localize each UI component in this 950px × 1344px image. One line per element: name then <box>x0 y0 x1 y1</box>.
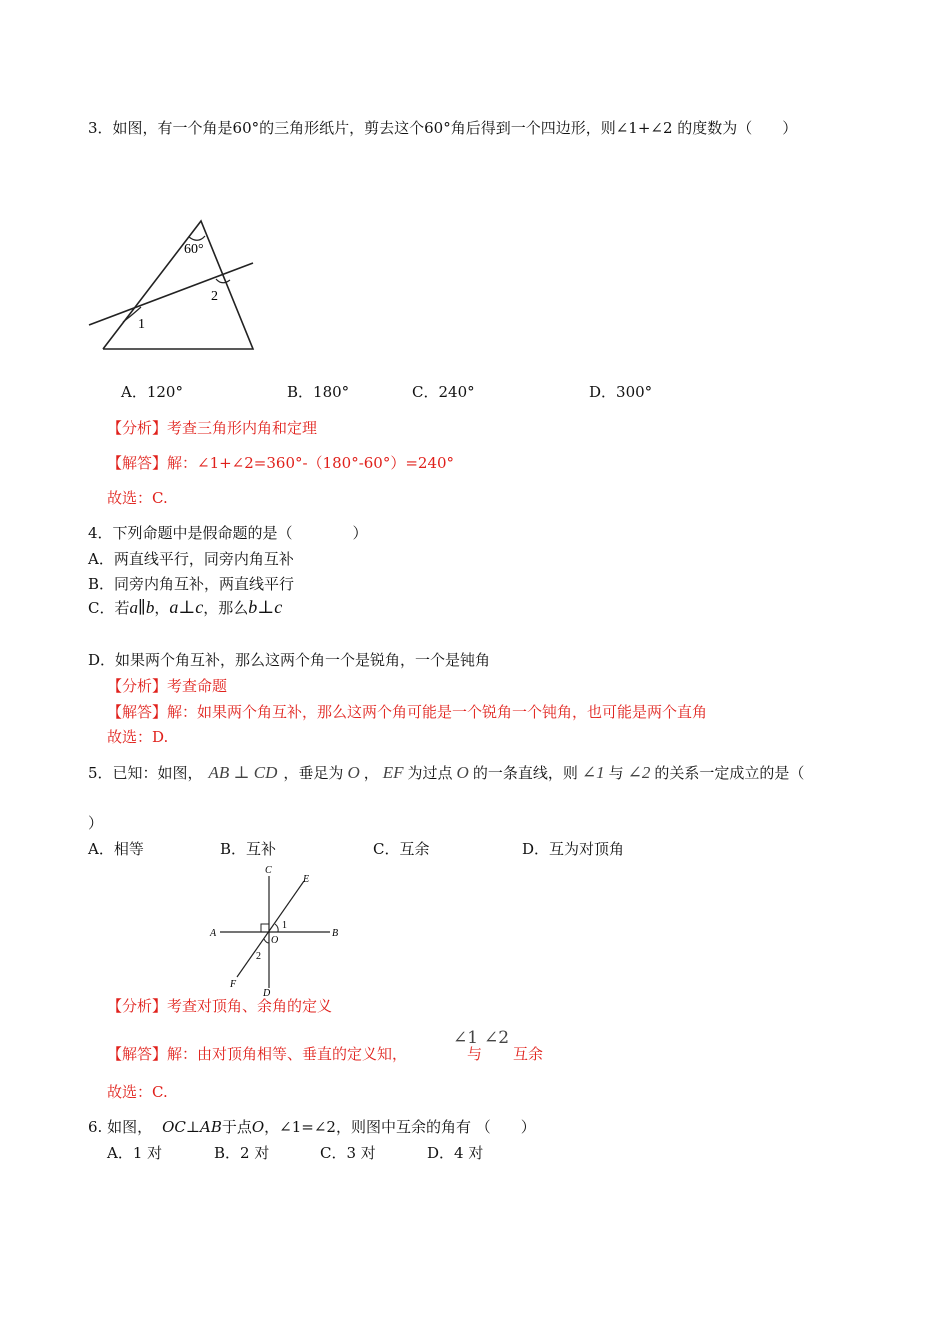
q4-option-c-prefix: C．若 <box>88 599 130 617</box>
q3-stem: 3．如图，有一个角是60°的三角形纸片，剪去这个60°角后得到一个四边形，则∠1+∠2 的度数为（ ） <box>88 119 798 137</box>
q4-option-b: B．同旁内角互补，两直线平行 <box>88 575 295 593</box>
q6-option-c: C．3 对 <box>320 1144 376 1162</box>
q5-stem-part-1: 5．已知：如图， <box>88 764 203 782</box>
q5-stem-part-4: 为过点 <box>407 764 453 782</box>
q5-math-ab-perp-cd: AB ⊥ CD <box>208 763 278 782</box>
q5-math-angle1: ∠1 <box>581 763 605 782</box>
angle-1-arc <box>275 924 278 932</box>
label-f: F <box>230 979 237 990</box>
label-a: A <box>210 928 217 939</box>
q5-math-angle2: ∠2 <box>627 763 651 782</box>
angle-1-label: 1 <box>138 317 145 332</box>
q4-analysis: 【分析】考查命题 <box>107 677 228 695</box>
label-c: C <box>265 865 272 876</box>
q4-option-c-mid: ，那么 <box>203 599 249 617</box>
q6-stem-part-2: 于点 <box>221 1118 252 1136</box>
q4-stem: 4．下列命题中是假命题的是（ ） <box>88 524 368 542</box>
q5-answer-text: 【解答】解：由对顶角相等、垂直的定义知， <box>107 1045 408 1063</box>
q3-option-b: B．180° <box>287 383 350 401</box>
q4-answer: 【解答】解：如果两个角互补，那么这两个角可能是一个锐角一个钝角，也可能是两个直角 <box>107 703 708 721</box>
q6-stem-part-3: ，∠1=∠2，则图中互余的角有 （ ） <box>264 1118 536 1136</box>
q6-math-o: O <box>251 1118 265 1136</box>
q4-option-a: A．两直线平行，同旁内角互补 <box>88 550 294 568</box>
angle-2-label: 2 <box>211 289 218 304</box>
q5-answer-math-angle2: ∠2 <box>484 1028 510 1048</box>
q6-option-b: B．2 对 <box>214 1144 270 1162</box>
q5-option-a: A．相等 <box>88 840 144 858</box>
q6-math-perp: ⊥ <box>185 1118 200 1136</box>
q6-option-d: D．4 对 <box>427 1144 484 1162</box>
label-2: 2 <box>256 951 261 962</box>
q6-stem-part-1: 6. 如图， <box>88 1118 153 1136</box>
label-o: O <box>271 935 279 946</box>
angle-60-label: 60° <box>184 242 204 257</box>
q5-option-c: C．互余 <box>373 840 430 858</box>
q5-math-o: O <box>347 763 360 782</box>
q5-option-d: D．互为对顶角 <box>522 840 625 858</box>
angle-2-arc <box>216 279 230 283</box>
triangle-outline <box>103 221 253 349</box>
q5-math-o2: O <box>456 763 469 782</box>
q6-math-ab: AB <box>199 1118 222 1136</box>
q3-option-c: C．240° <box>412 383 475 401</box>
label-1: 1 <box>282 920 287 931</box>
q3-triangle-figure <box>85 212 260 357</box>
q5-answer-with: 与 <box>467 1045 483 1063</box>
q5-stem-part-6: 与 <box>608 764 624 782</box>
q3-analysis: 【分析】考查三角形内角和定理 <box>107 419 318 437</box>
label-b: B <box>332 928 339 939</box>
q4-option-d: D．如果两个角互补，那么这两个角一个是锐角，一个是钝角 <box>88 651 491 669</box>
q5-stem <box>88 762 804 783</box>
angle-2-arc <box>264 939 269 943</box>
right-angle-mark <box>261 924 269 932</box>
q5-perpendicular-figure <box>200 858 350 1000</box>
q5-stem-part-7: 的关系一定成立的是（ <box>654 764 805 782</box>
angle-60-arc <box>189 236 205 240</box>
q5-stem-part-5: 的一条直线，则 <box>472 764 578 782</box>
cutting-line <box>89 263 253 325</box>
q6-option-a: A．1 对 <box>107 1144 163 1162</box>
q4-option-c <box>88 597 282 618</box>
q5-option-b: B．互补 <box>220 840 277 858</box>
q5-stem-close: ） <box>88 814 104 832</box>
q5-math-ef: EF <box>382 763 404 782</box>
q5-choice: 故选：C. <box>107 1083 168 1101</box>
q3-choice: 故选：C. <box>107 489 168 507</box>
q6-stem <box>88 1116 536 1137</box>
q5-answer-conclusion: 互余 <box>513 1045 544 1063</box>
q4-math-a-parallel-b: a∥b <box>129 598 155 617</box>
q5-stem-part-3: ， <box>363 764 379 782</box>
q4-option-c-sep: ， <box>154 599 170 617</box>
label-d: D <box>263 988 271 999</box>
q3-option-d: D．300° <box>589 383 653 401</box>
q4-math-b-perp-c: b⊥c <box>248 597 283 617</box>
q5-stem-part-2: ，垂足为 <box>283 764 344 782</box>
q4-choice: 故选：D. <box>107 728 169 746</box>
q6-math-oc: OC <box>162 1118 186 1136</box>
q3-answer: 【解答】解：∠1+∠2=360°-（180°-60°）=240° <box>107 454 455 472</box>
line-ef <box>237 881 304 977</box>
q4-math-a-perp-c: a⊥c <box>169 597 204 617</box>
q5-answer-math-angle1: ∠1 <box>453 1028 479 1048</box>
q3-option-a: A．120° <box>121 383 183 401</box>
label-e: E <box>303 874 310 885</box>
q5-analysis: 【分析】考查对顶角、余角的定义 <box>107 997 333 1015</box>
